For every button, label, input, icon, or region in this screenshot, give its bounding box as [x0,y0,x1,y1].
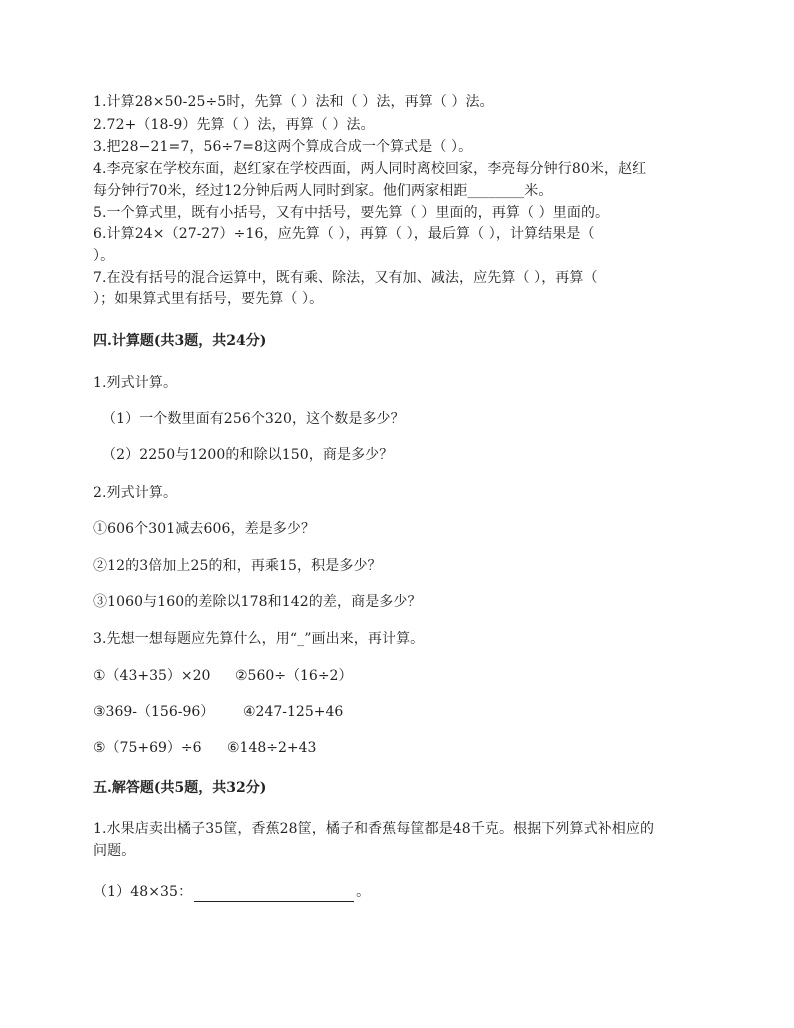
calc-question-3-title: 3.先想一想每题应先算什么，用“_”画出来，再计算。 [93,631,425,647]
calc-question-3-row-1 [93,666,353,686]
expression-6: ⑥148÷2+43 [227,740,317,756]
answer-question-1-part-1 [93,882,702,902]
calc-question-1-part-2: （2）2250与1200的和除以150，商是多少？ [102,447,394,463]
section-heading-answer: 五.解答题(共5题，共32分) [93,780,267,796]
fill-question-3: 3.把28−21=7，56÷7=8这两个算成合成一个算式是（ ）。 [93,139,473,155]
fill-question-7-line1: 7.在没有括号的混合运算中，既有乘、除法，又有加、减法，应先算（ ），再算（ [93,270,598,286]
fill-question-7-line2: ）；如果算式里有括号，要先算（ ）。 [93,291,324,307]
answer-question-1-line2: 问题。 [93,843,136,859]
calc-question-3-row-3 [93,738,317,758]
expression-3: ③369-（156-96） [93,704,215,720]
calc-question-2-part-1: ①606个301减去606，差是多少？ [93,521,316,537]
answer-blank[interactable] [194,887,354,902]
expression-2: ②560÷（16÷2） [235,668,353,684]
calc-question-2-part-2: ②12的3倍加上25的和，再乘15，积是多少？ [93,558,382,574]
calc-question-3-row-2 [93,702,344,722]
fill-question-6-line1: 6.计算24×（27-27）÷16，应先算（ ），再算（ ），最后算（ ），计算结果是（ [93,226,595,242]
fill-question-6-line2: ）。 [93,248,115,264]
answer-question-1-line1: 1.水果店卖出橘子35筐，香蕉28筐，橘子和香蕉每筐都是48千克。根据下列算式补相应的 [93,821,655,837]
calc-question-1-part-1: （1）一个数里面有256个320，这个数是多少？ [102,411,405,427]
expression-4: ④247-125+46 [243,704,344,720]
fill-question-1: 1.计算28×50-25÷5时，先算（ ）法和（ ）法，再算（ ）法。 [93,94,494,110]
fill-question-4-line2: 每分钟行70米，经过12分钟后两人同时到家。他们两家相距________米。 [93,183,553,199]
expression-5: ⑤（75+69）÷6 [93,740,202,756]
calc-question-2-title: 2.列式计算。 [93,485,178,501]
fill-question-4-line1: 4.李亮家在学校东面，赵红家在学校西面，两人同时离校回家，李亮每分钟行80米，赵红 [93,161,647,177]
section-heading-calculation: 四.计算题(共3题，共24分) [93,333,267,349]
answer-part-1-prefix: （1）48×35： [93,884,193,900]
fill-question-2: 2.72+（18-9）先算（ ）法，再算（ ）法。 [93,117,375,133]
fill-question-5: 5.一个算式里，既有小括号，又有中括号，要先算（ ）里面的，再算（ ）里面的。 [93,205,610,221]
calc-question-1-title: 1.列式计算。 [93,375,178,391]
calc-question-2-part-3: ③1060与160的差除以178和142的差，商是多少？ [93,594,422,610]
expression-1: ①（43+35）×20 [93,668,211,684]
answer-part-1-suffix: 。 [356,884,371,900]
